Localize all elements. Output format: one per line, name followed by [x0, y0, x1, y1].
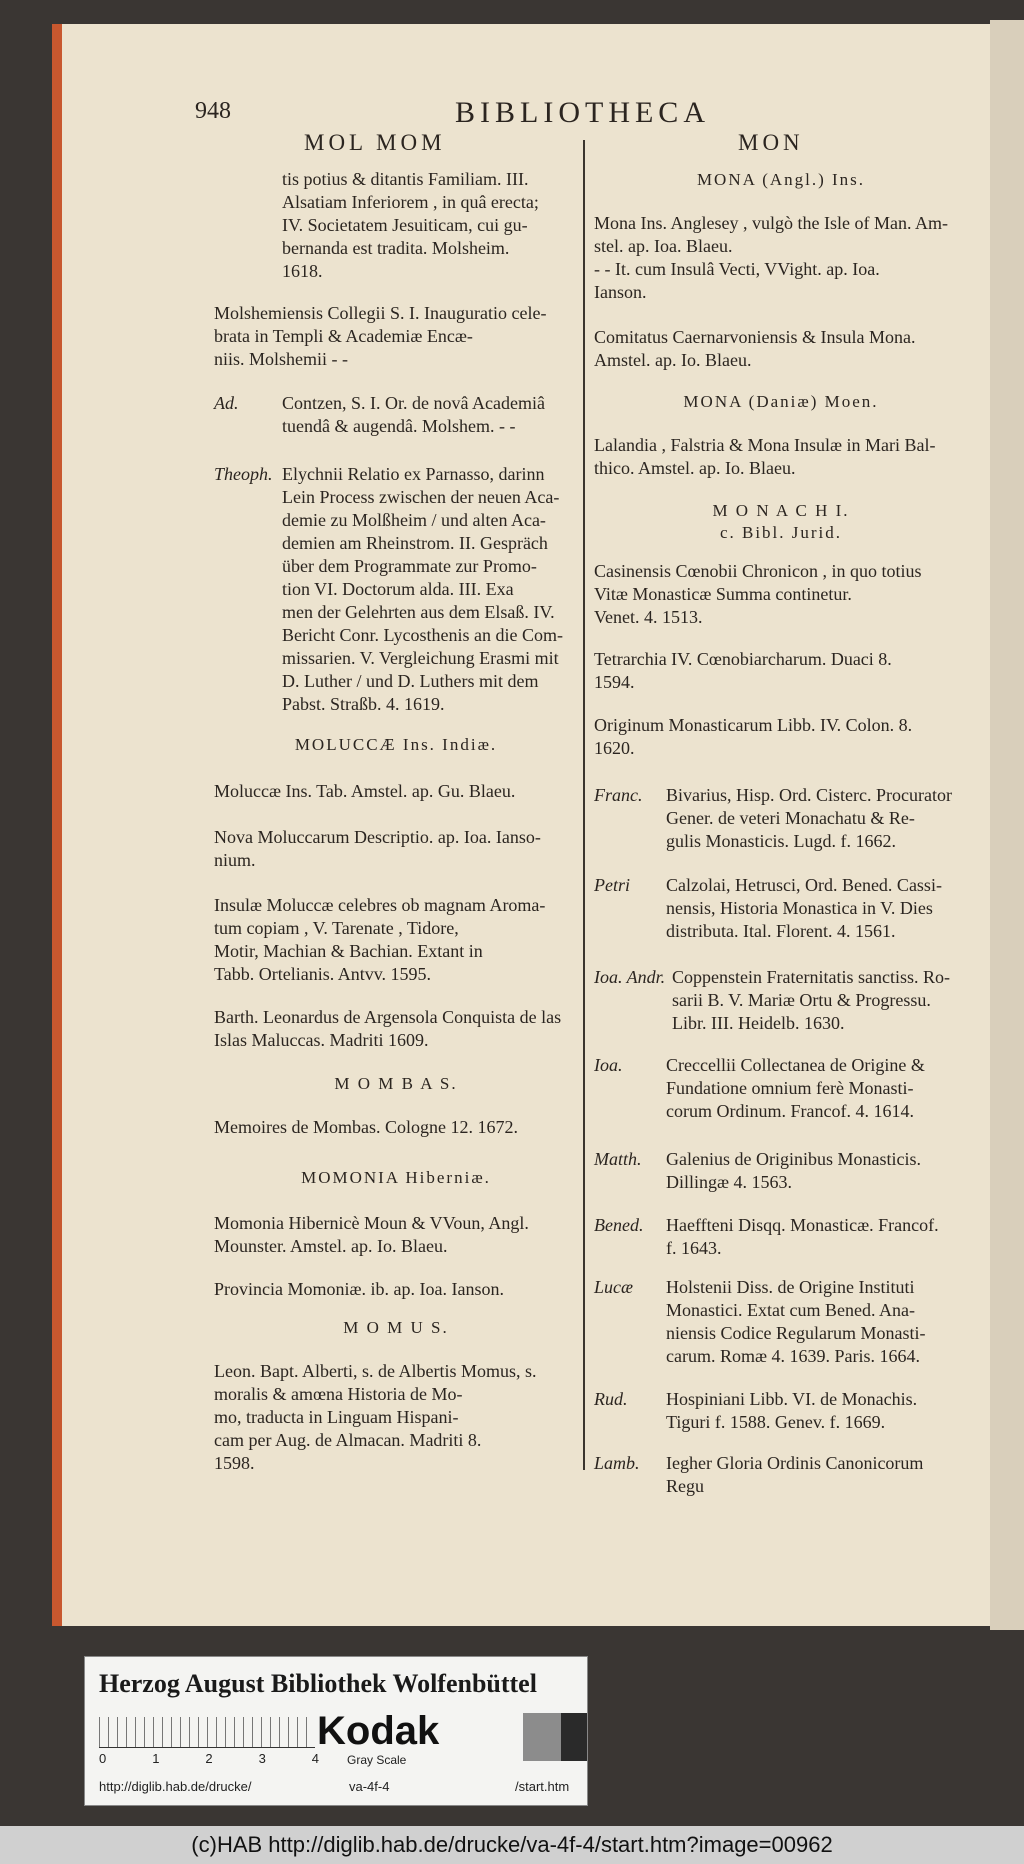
entry-text: Originum Monasticarum Libb. IV. Colon. 8. 1620.	[594, 715, 913, 758]
page-edge	[990, 20, 1024, 1630]
stamp-url-left: http://diglib.hab.de/drucke/	[99, 1779, 252, 1794]
entry-text: Lalandia , Falstria & Mona Insulæ in Mari Bal- thico. Amstel. ap. Io. Blaeu.	[594, 435, 936, 478]
section-heading: M O M B A S.	[334, 1074, 458, 1093]
entry-text: Holstenii Diss. de Origine Instituti Monastici. Extat cum Bened. Ana- niensis Codice Regularum Monasti- carum. Romæ 4. 1639. Paris. 1664.	[666, 1277, 926, 1366]
entry-label: Rud.	[594, 1389, 628, 1409]
entry-text: Elychnii Relatio ex Parnasso, darinn Lein Process zwischen der neuen Aca- demie zu Molßheim / und alten Aca- demien am Rheinstrom. II. Gespräch über dem Programmate zur Promo- tion VI. Doctorum alda. III. Exa men der Gelehrten aus dem Elsaß. IV. Bericht Conr. Lycosthenis an die Com- missarien. V. Vergleichung Erasmi mit D. Luther / und D. Luthers mit dem Pabst. Straßb. 4. 1619.	[282, 464, 563, 714]
entry-text: Creccellii Collectanea de Origine & Fundatione omnium ferè Monasti- corum Ordinum. Francof. 4. 1614.	[666, 1055, 925, 1121]
left-column-head: MOL MOM	[304, 130, 446, 155]
gray-swatch	[485, 1713, 523, 1761]
scale-number: 2	[205, 1751, 213, 1766]
running-head: BIBLIOTHECA	[455, 96, 710, 129]
entry-text: Molshemiensis Collegii S. I. Inauguratio cele- brata in Templi & Academiæ Encæ- niis. Molshemii - -	[214, 303, 547, 369]
entry-text: Iegher Gloria Ordinis Canonicorum Regu	[666, 1453, 924, 1496]
entry-text: Coppenstein Fraternitatis sanctiss. Ro- sarii B. V. Mariæ Ortu & Progressu. Libr. III. Heidelb. 1630.	[672, 967, 950, 1033]
section-heading: MONA (Angl.) Ins.	[696, 170, 866, 189]
section-heading: MONA (Daniæ) Moen.	[683, 392, 879, 411]
scale-number: 4	[311, 1751, 319, 1766]
entry-text: tis potius & ditantis Familiam. III. Alsatiam Inferiorem , in quâ erecta; IV. Societatem Jesuiticam, cui gu- bernanda est tradita. Molsheim. 1618.	[282, 169, 539, 281]
entry-text: Provincia Momoniæ. ib. ap. Ioa. Ianson.	[214, 1279, 504, 1299]
entry-text: Nova Moluccarum Descriptio. ap. Ioa. Ianso- nium.	[214, 827, 541, 870]
entry-label: Lucæ	[594, 1277, 634, 1297]
scale-numbers	[99, 1751, 319, 1766]
entry-text: Mona Ins. Anglesey , vulgò the Isle of Man. Am- stel. ap. Ioa. Blaeu. - - It. cum Insulâ Vecti, VVight. ap. Ioa. Ianson.	[594, 213, 948, 302]
kodak-logo: Kodak	[317, 1709, 440, 1753]
section-heading: MOLUCCÆ Ins. Indiæ.	[294, 735, 498, 754]
scale-number: 3	[258, 1751, 266, 1766]
entry-text: Tetrarchia IV. Cœnobiarcharum. Duaci 8. 1594.	[594, 649, 892, 692]
gray-swatch	[523, 1713, 561, 1761]
gray-scale-label: Gray Scale	[347, 1753, 407, 1767]
column-rule	[583, 140, 585, 1470]
entry-text: Barth. Leonardus de Argensola Conquista de las Islas Maluccas. Madriti 1609.	[214, 1007, 562, 1050]
entry-text: Insulæ Moluccæ celebres ob magnam Aroma- tum copiam , V. Tarenate , Tidore, Motir, Machian & Bachian. Extant in Tabb. Ortelianis. Antvv. 1595.	[214, 895, 546, 984]
entry-label: Bened.	[594, 1215, 644, 1235]
entry-label: Matth.	[594, 1149, 642, 1169]
page-number: 948	[195, 98, 231, 124]
entry-label: Franc.	[594, 785, 643, 805]
stamp-url-right: /start.htm	[515, 1779, 570, 1794]
library-name: Herzog August Bibliothek Wolfenbüttel	[99, 1669, 537, 1698]
entry-text: Leon. Bapt. Alberti, s. de Albertis Momus, s. moralis & amœna Historia de Mo- mo, traducta in Linguam Hispani- cam per Aug. de Almacan. Madriti 8. 1598.	[214, 1361, 537, 1473]
copyright-footer: (c)HAB http://diglib.hab.de/drucke/va-4f-4/start.htm?image=00962	[0, 1826, 1024, 1864]
entry-text: Comitatus Caernarvoniensis & Insula Mona. Amstel. ap. Io. Blaeu.	[594, 327, 916, 370]
entry-text: Casinensis Cœnobii Chronicon , in quo totius Vitæ Monasticæ Summa continetur. Venet. 4. 1513.	[594, 561, 922, 627]
entry-text: Moluccæ Ins. Tab. Amstel. ap. Gu. Blaeu.	[214, 781, 516, 801]
entry-label: Ioa. Andr.	[594, 967, 666, 987]
scale-number: 0	[99, 1751, 107, 1766]
entry-text: Galenius de Originibus Monasticis. Dillingæ 4. 1563.	[666, 1149, 921, 1192]
section-heading: M O N A C H I. c. Bibl. Jurid.	[712, 501, 850, 542]
section-heading: MOMONIA Hiberniæ.	[301, 1168, 491, 1187]
entry-text: Haeffteni Disqq. Monasticæ. Francof. f. 1643.	[666, 1215, 939, 1258]
gray-swatch	[561, 1713, 587, 1761]
right-column-head: MON	[738, 130, 804, 155]
library-stamp	[84, 1656, 588, 1806]
section-heading: M O M U S.	[343, 1318, 449, 1337]
entry-label: Theoph.	[214, 464, 273, 484]
entry-text: Hospiniani Libb. VI. de Monachis. Tiguri f. 1588. Genev. f. 1669.	[666, 1389, 918, 1432]
entry-text: Contzen, S. I. Or. de novâ Academiâ tuendâ & augendâ. Molshem. - -	[282, 393, 545, 436]
entry-label: Petri	[594, 875, 630, 895]
entry-text: Momonia Hibernicè Moun & VVoun, Angl. Mounster. Amstel. ap. Io. Blaeu.	[214, 1213, 529, 1256]
entry-label: Ad.	[214, 393, 239, 413]
entry-text: Bivarius, Hisp. Ord. Cisterc. Procurator Gener. de veteri Monachatu & Re- gulis Monasticis. Lugd. f. 1662.	[666, 785, 952, 851]
scale-ruler	[99, 1717, 315, 1748]
entry-label: Lamb.	[594, 1453, 640, 1473]
entry-text: Calzolai, Hetrusci, Ord. Bened. Cassi- nensis, Historia Monastica in V. Dies distributa. Ital. Florent. 4. 1561.	[666, 875, 942, 941]
stamp-url-mid: va-4f-4	[349, 1779, 390, 1794]
entry-text: Memoires de Mombas. Cologne 12. 1672.	[214, 1117, 518, 1137]
scale-number: 1	[152, 1751, 160, 1766]
entry-label: Ioa.	[594, 1055, 623, 1075]
